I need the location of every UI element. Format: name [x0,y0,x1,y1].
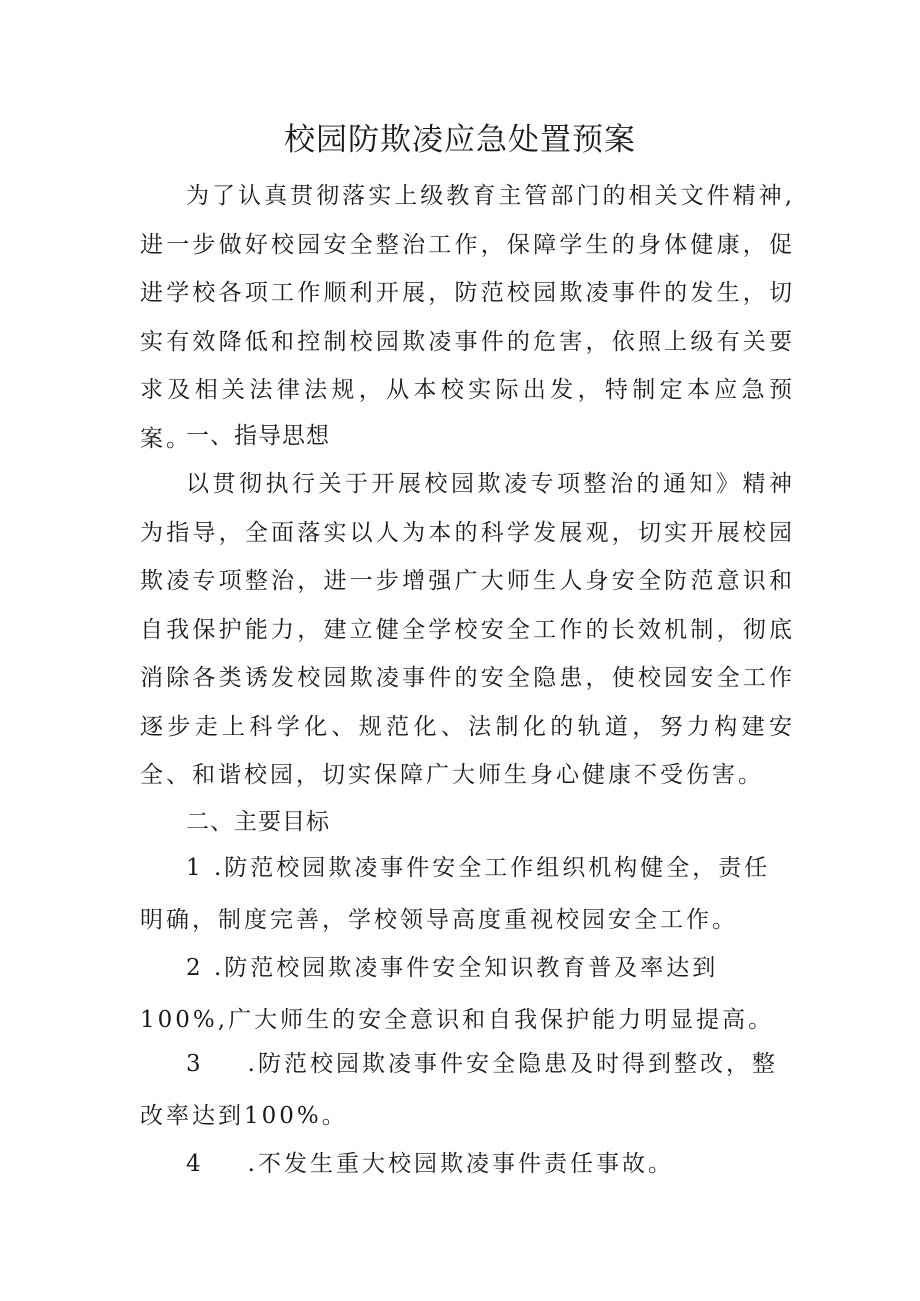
page-title: 校园防欺凌应急处置预案 [284,122,636,158]
goal-item-text: .防范校园欺凌事件安全工作组织机构健全，责任明确，制度完善，学校领导高度重视校园安全工作。 [140,855,771,933]
goal-item-number: 4 [186,1151,204,1177]
section-heading-main-goals: 二、主要目标 [186,809,330,835]
goal-item-number: 2 [186,955,204,981]
goal-item-4 [140,1138,795,1190]
guiding-ideology-paragraph: 以贯彻执行关于开展校园欺凌专项整治的通知》精神为指导，全面落实以人为本的科学发展观，切实开展校园欺凌专项整治，进一步增强广大师生人身安全防范意识和自我保护能力，建立健全学校安全工作的长效机制，彻底消除各类诱发校园欺凌事件的安全隐患，使校园安全工作逐步走上科学化、规范化、法制化的轨道，努力构建安全、和谐校园，切实保障广大师生身心健康不受伤害。 [140,471,795,788]
goal-item-text: .防范校园欺凌事件安全隐患及时得到整改，整改率达到100%。 [140,1051,778,1129]
goal-item-1 [140,842,795,946]
goal-item-text: .防范校园欺凌事件安全知识教育普及率达到100%,广大师生的安全意识和自我保护能力明显提高。 [140,955,775,1033]
intro-paragraph: 为了认真贯彻落实上级教育主管部门的相关文件精神,进一步做好校园安全整治工作，保障学生的身体健康，促进学校各项工作顺利开展，防范校园欺凌事件的发生，切实有效降低和控制校园欺凌事件的危害，依照上级有关要求及相关法律法规，从本校实际出发，特制定本应急预案。 [140,183,795,452]
goal-item-number: 1 [186,855,204,881]
goal-item-number: 3 [186,1051,204,1077]
goal-item-3 [140,1038,795,1142]
section-heading-guiding-ideology: 一、指导思想 [186,423,330,449]
goal-item-text: .不发生重大校园欺凌事件责任事故。 [247,1151,674,1177]
goal-item-2 [140,942,795,1046]
